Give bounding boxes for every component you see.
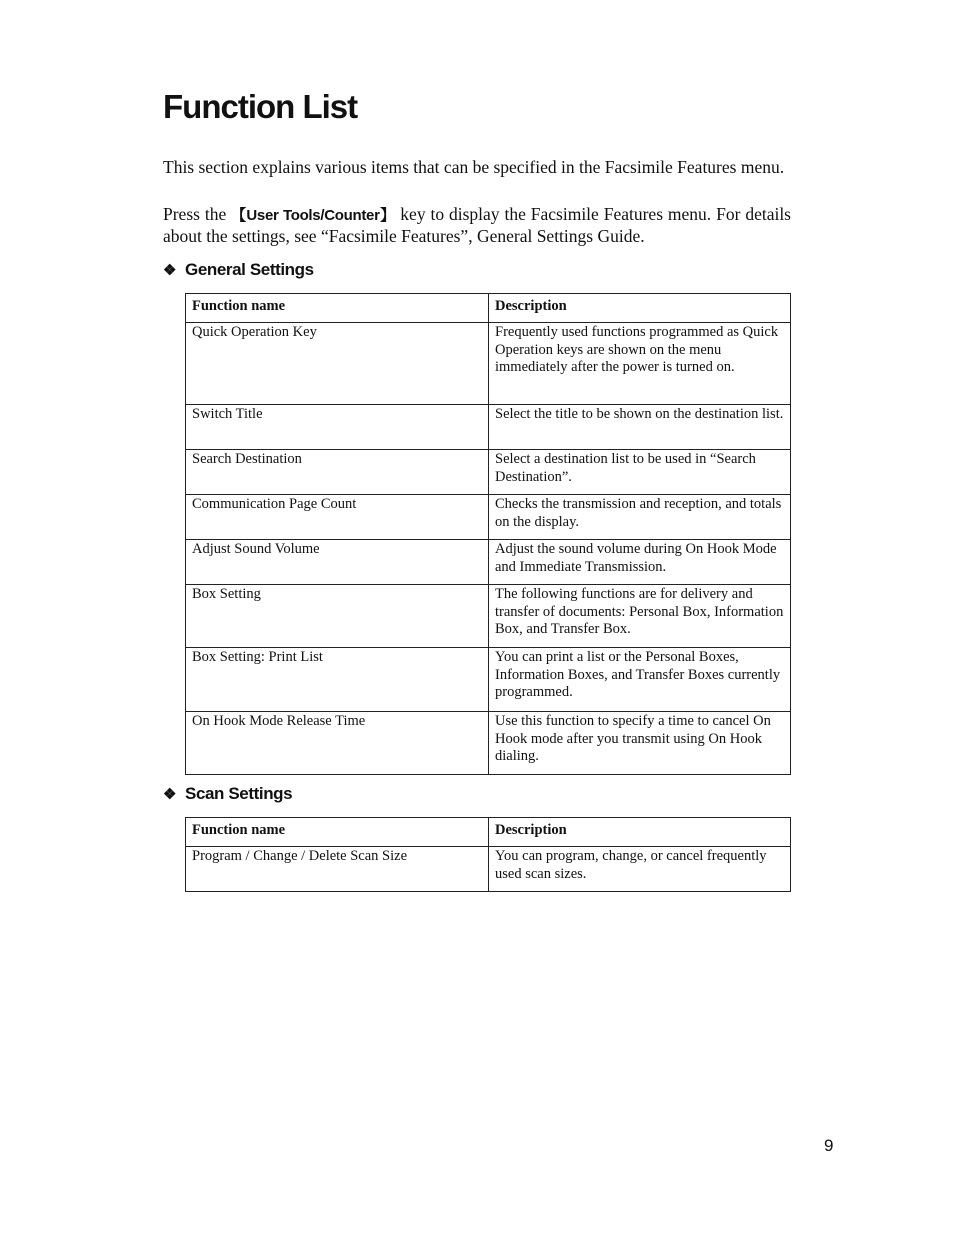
table-row bbox=[186, 585, 791, 648]
function-name-cell: Communication Page Count bbox=[186, 495, 489, 540]
scan-settings-heading-text: Scan Settings bbox=[185, 784, 293, 803]
function-name-cell: Search Destination bbox=[186, 450, 489, 495]
function-name-cell: On Hook Mode Release Time bbox=[186, 712, 489, 775]
function-name-cell: Switch Title bbox=[186, 405, 489, 450]
description-cell: You can print a list or the Personal Boxes, Information Boxes, and Transfer Boxes currently programmed. bbox=[489, 648, 791, 712]
function-name-cell: Program / Change / Delete Scan Size bbox=[186, 847, 489, 892]
function-name-cell: Adjust Sound Volume bbox=[186, 540, 489, 585]
table-row bbox=[186, 648, 791, 712]
table-row bbox=[186, 712, 791, 775]
column-header-function-name: Function name bbox=[186, 818, 489, 847]
table-row bbox=[186, 495, 791, 540]
description-cell: Adjust the sound volume during On Hook Mode and Immediate Transmission. bbox=[489, 540, 791, 585]
table-row bbox=[186, 847, 791, 892]
table-header-row bbox=[186, 294, 791, 323]
table-row bbox=[186, 450, 791, 495]
diamond-bullet-icon: ❖ bbox=[163, 786, 177, 803]
instruction-paragraph bbox=[163, 204, 791, 246]
page-number: 9 bbox=[824, 1136, 834, 1155]
column-header-description: Description bbox=[489, 818, 791, 847]
column-header-function-name: Function name bbox=[186, 294, 489, 323]
instruction-text-after: key to display the Facsimile Features menu. For details about the settings, see “Facsimile Features”, General Settings Guide. bbox=[163, 204, 791, 246]
description-cell: Select a destination list to be used in “Search Destination”. bbox=[489, 450, 791, 495]
column-header-description: Description bbox=[489, 294, 791, 323]
function-name-cell: Quick Operation Key bbox=[186, 323, 489, 405]
table-row bbox=[186, 323, 791, 405]
general-settings-heading bbox=[163, 260, 314, 280]
scan-settings-heading bbox=[163, 784, 292, 804]
description-cell: Select the title to be shown on the destination list. bbox=[489, 405, 791, 450]
function-name-cell: Box Setting bbox=[186, 585, 489, 648]
general-settings-table bbox=[185, 293, 791, 775]
general-settings-heading-text: General Settings bbox=[185, 260, 314, 279]
description-cell: You can program, change, or cancel frequently used scan sizes. bbox=[489, 847, 791, 892]
description-cell: Checks the transmission and reception, and totals on the display. bbox=[489, 495, 791, 540]
user-tools-counter-key: 【User Tools/Counter】 bbox=[231, 207, 396, 224]
table-row bbox=[186, 405, 791, 450]
description-cell: Frequently used functions programmed as Quick Operation keys are shown on the menu immediately after the power is turned on. bbox=[489, 323, 791, 405]
description-cell: Use this function to specify a time to cancel On Hook mode after you transmit using On Hook dialing. bbox=[489, 712, 791, 775]
table-header-row bbox=[186, 818, 791, 847]
diamond-bullet-icon: ❖ bbox=[163, 262, 177, 279]
page-title: Function List bbox=[163, 88, 358, 125]
scan-settings-table bbox=[185, 817, 791, 892]
instruction-text-before: Press the bbox=[163, 204, 232, 224]
description-cell: The following functions are for delivery and transfer of documents: Personal Box, Information Box, and Transfer Box. bbox=[489, 585, 791, 648]
table-row bbox=[186, 540, 791, 585]
function-name-cell: Box Setting: Print List bbox=[186, 648, 489, 712]
intro-paragraph: This section explains various items that can be specified in the Facsimile Features menu. bbox=[163, 157, 785, 177]
